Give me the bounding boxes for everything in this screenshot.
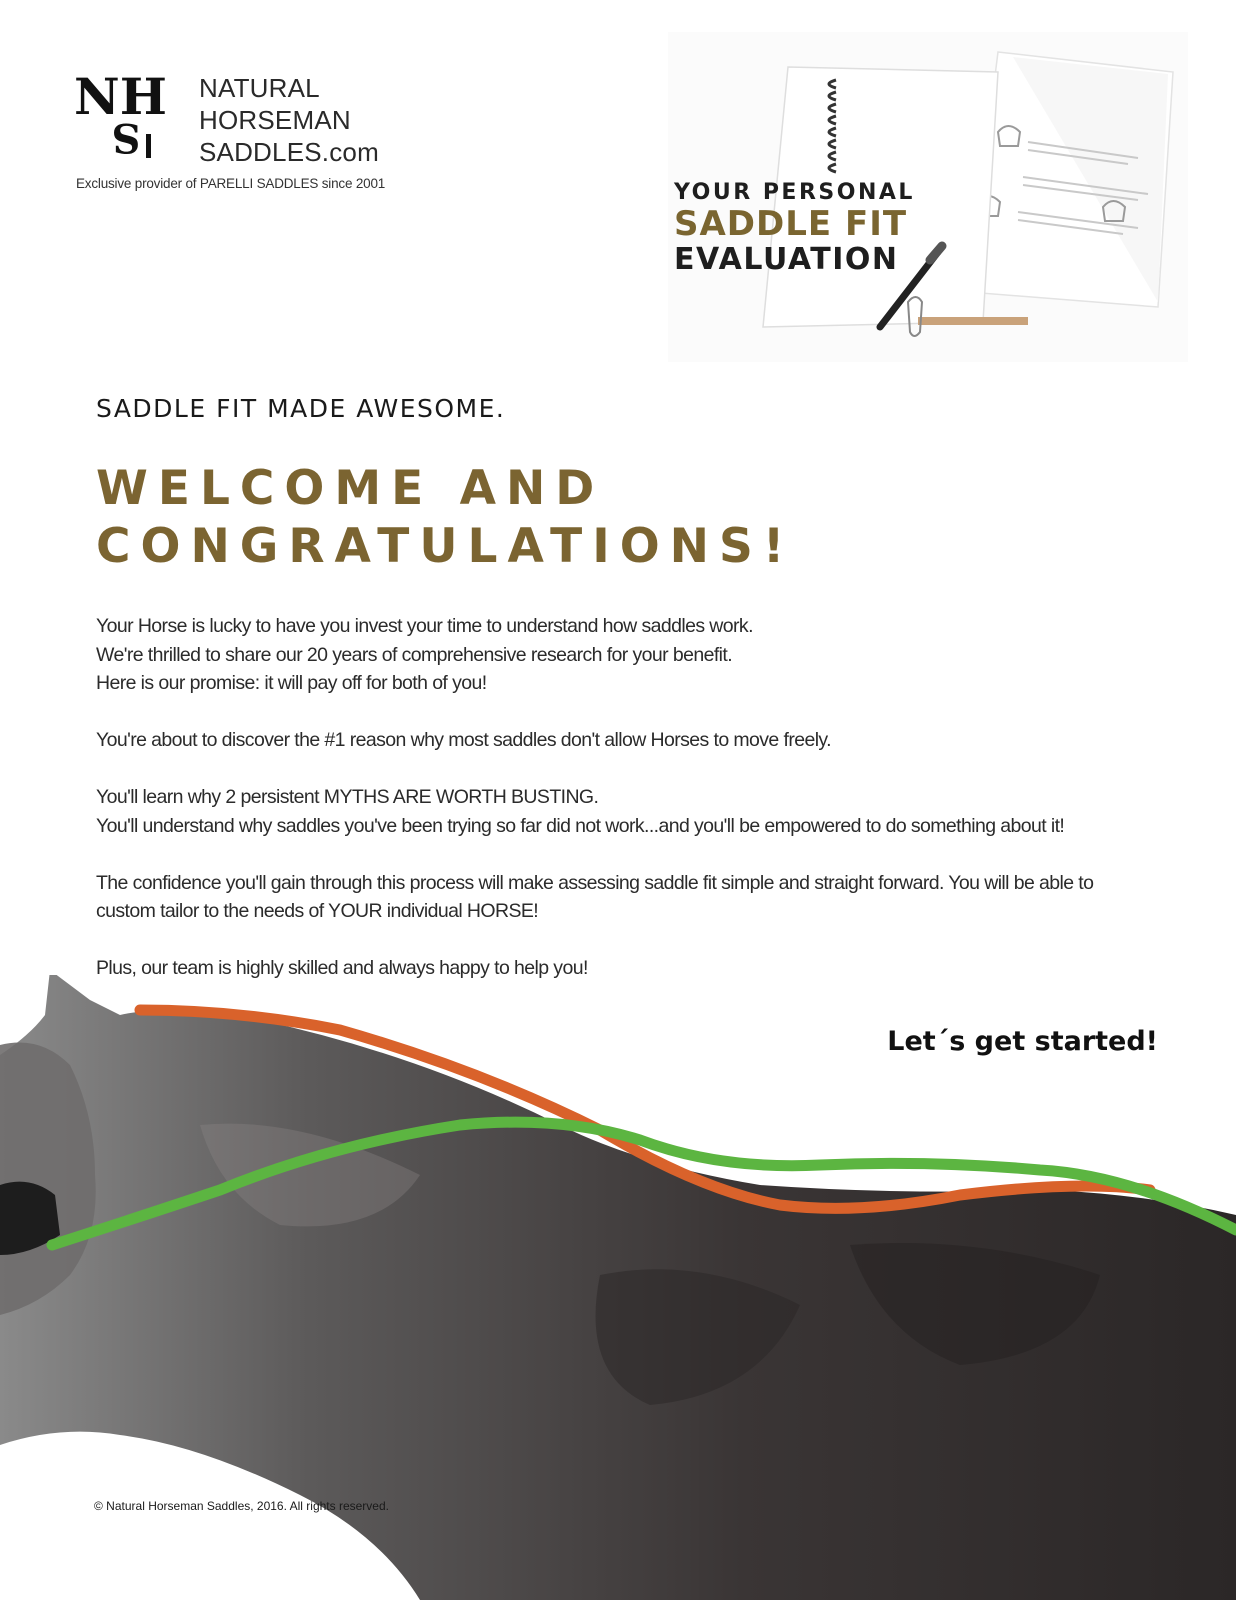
copyright-notice: © Natural Horseman Saddles, 2016. All rights reserved. <box>94 1499 389 1513</box>
product-title <box>674 180 915 277</box>
intro-paragraph-1 <box>96 612 1126 698</box>
logo-mark-bottom: S <box>111 114 141 161</box>
product-image <box>668 32 1188 362</box>
intro-p1-line-1: Your Horse is lucky to have you invest your time to understand how saddles work. <box>96 615 753 637</box>
product-title-line-2: SADDLE FIT <box>674 204 908 244</box>
intro-p1-line-3: Here is our promise: it will pay off for both of you! <box>96 672 487 694</box>
intro-paragraph-4 <box>96 869 1126 926</box>
welcome-line-2: CONGRATULATIONS! <box>96 519 795 574</box>
logo-mark-top: NH <box>74 72 167 126</box>
intro-paragraph-3 <box>96 783 1126 840</box>
product-title-line-3: EVALUATION <box>674 242 899 277</box>
intro-paragraph-2: You're about to discover the #1 reason why most saddles don't allow Horses to move freely. <box>96 729 831 751</box>
brand-logo <box>74 72 414 167</box>
intro-p4-line-1: The confidence you'll gain through this process will make assessing saddle fit simple and straight forward. You will be able to <box>96 871 1094 894</box>
product-title-line-1: YOUR PERSONAL <box>674 180 915 205</box>
intro-p1-line-2: We're thrilled to share our 20 years of comprehensive research for your benefit. <box>96 643 733 666</box>
welcome-heading <box>96 460 794 576</box>
intro-paragraph-5: Plus, our team is highly skilled and always happy to help you! <box>96 957 588 979</box>
intro-p4-line-2: custom tailor to the needs of YOUR individual HORSE! <box>96 900 539 922</box>
kicker-heading: SADDLE FIT MADE AWESOME. <box>96 394 506 423</box>
welcome-line-1: WELCOME AND <box>96 461 605 516</box>
nhs-logo-mark <box>74 72 174 164</box>
logo-tagline: Exclusive provider of PARELLI SADDLES since 2001 <box>76 176 386 191</box>
logo-wordmark <box>199 72 379 168</box>
logo-line-3: SADDLES.com <box>199 137 379 167</box>
intro-p3-line-1: You'll learn why 2 persistent MYTHS ARE WORTH BUSTING. <box>96 786 599 808</box>
intro-body <box>96 612 1126 1011</box>
logo-line-1: NATURAL <box>199 73 320 103</box>
logo-line-2: HORSEMAN <box>199 105 351 135</box>
get-started-callout: Let´s get started! <box>887 1026 1158 1057</box>
intro-p3-line-2: You'll understand why saddles you've been trying so far did not work...and you'll be empowered to do something about it! <box>96 814 1065 837</box>
